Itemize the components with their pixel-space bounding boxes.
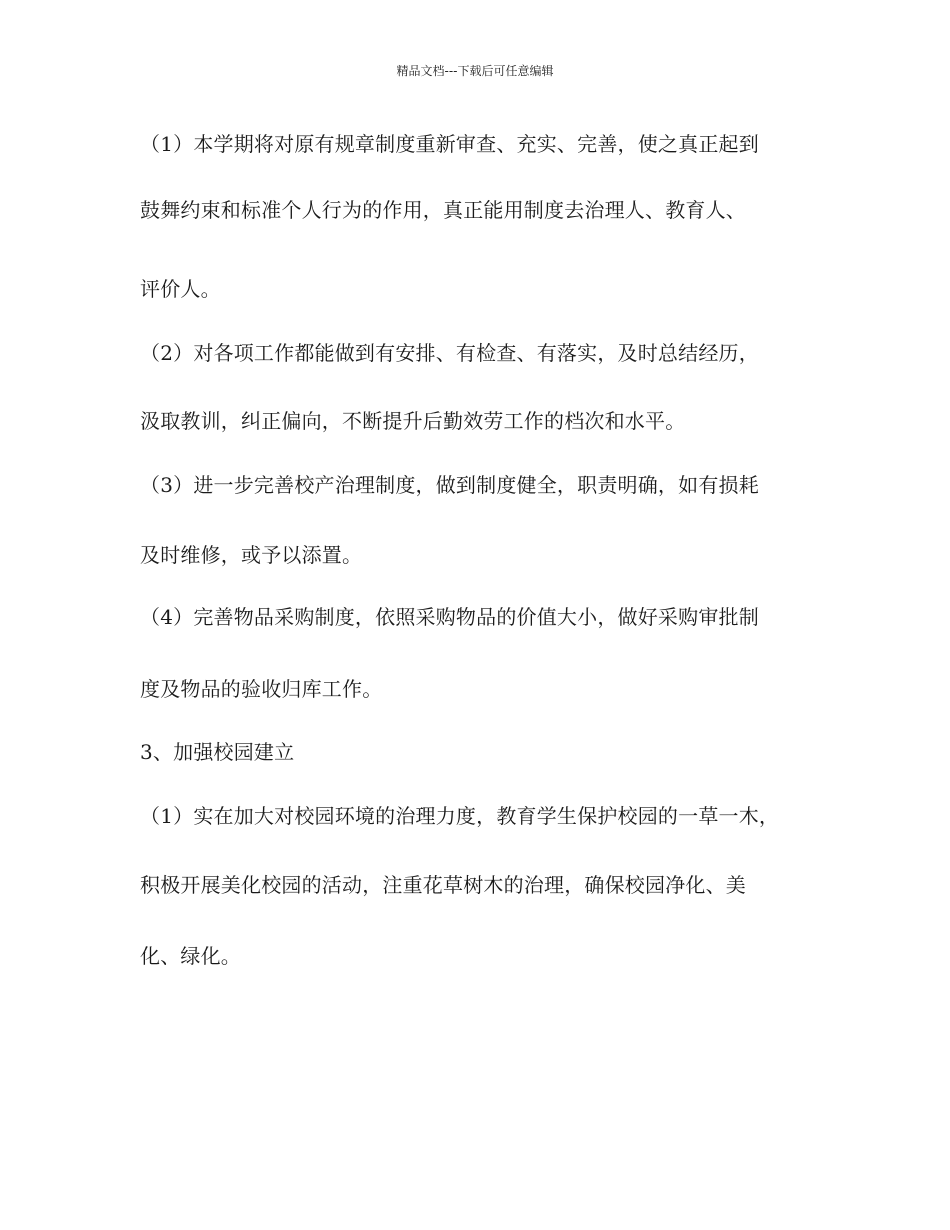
section-heading: 3、加强校园建立 (140, 740, 295, 764)
body-line: 评价人。 (140, 277, 221, 301)
body-line: （2）对各项工作都能做到有安排、有检查、有落实，及时总结经历， (140, 341, 759, 365)
page-header: 精品文档---下载后可任意编辑 (396, 64, 554, 78)
body-line: 积极开展美化校园的活动，注重花草树木的治理，确保校园净化、美 (140, 873, 746, 897)
body-line: 度及物品的验收归库工作。 (140, 677, 383, 701)
body-line: （4）完善物品采购制度，依照采购物品的价值大小，做好采购审批制 (140, 605, 759, 629)
body-line: 化、绿化。 (140, 944, 241, 968)
body-line: （1）实在加大对校园环境的治理力度，教育学生保护校园的一草一木， (140, 804, 780, 828)
body-line: 鼓舞约束和标准个人行为的作用，真正能用制度去治理人、教育人、 (140, 198, 746, 222)
body-line: 及时维修，或予以添置。 (140, 543, 363, 567)
body-line: 汲取教训，纠正偏向，不断提升后勤效劳工作的档次和水平。 (140, 409, 686, 433)
body-line: （3）进一步完善校产治理制度，做到制度健全，职责明确，如有损耗 (140, 473, 759, 497)
body-line: （1）本学期将对原有规章制度重新审查、充实、完善，使之真正起到 (140, 132, 759, 156)
